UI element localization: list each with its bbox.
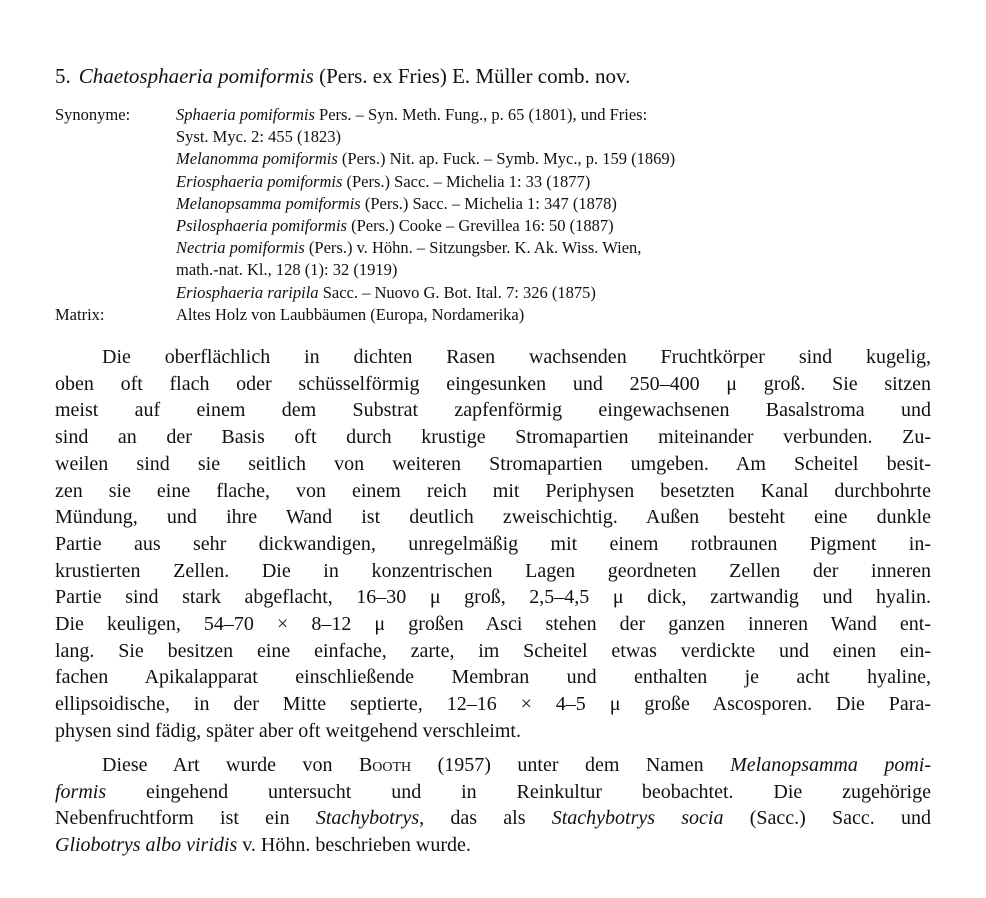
synonym-name: Eriosphaeria pomiformis	[176, 171, 343, 191]
paragraph-line: Die oberflächlich in dichten Rasen wachsenden Fruchtkörper sind kugelig,	[102, 346, 931, 368]
synonym-line	[176, 282, 935, 304]
synonym-row	[55, 104, 935, 304]
matrix-body	[176, 304, 935, 326]
taxon-name: Stachybotrys socia	[551, 807, 724, 830]
species-number: 5.	[55, 64, 71, 88]
synonym-citation: (Pers.) Nit. ap. Fuck. – Symb. Myc., p. 159 (1869)	[337, 149, 676, 169]
synonyms-label: Synonyme:	[55, 105, 131, 124]
synonym-citation: (Pers.) Sacc. – Michelia 1: 347 (1878)	[360, 193, 617, 213]
remarks-paragraph	[55, 752, 931, 859]
text-run: (Sacc.) Sacc. und	[723, 807, 931, 830]
taxon-name: Stachybotrys	[315, 807, 420, 830]
synonym-line	[176, 215, 935, 237]
paragraph-line: oben oft flach oder schüsselförmig eingesunken und 250–400 μ groß. Sie sitzen	[55, 372, 931, 395]
paragraph-line	[55, 832, 931, 859]
paragraph-line: sind an der Basis oft durch krustige Stromapartien miteinander verbunden. Zu-	[55, 426, 931, 449]
synonym-citation: Syst. Myc. 2: 455 (1823)	[176, 127, 341, 147]
matrix-label: Matrix:	[55, 304, 105, 324]
paragraph-line: physen sind fädig, später aber oft weitgehend verschleimt.	[55, 719, 521, 742]
synonym-name: Melanopsamma pomiformis	[176, 193, 361, 213]
synonym-citation: (Pers.) Sacc. – Michelia 1: 33 (1877)	[342, 171, 591, 191]
synonym-citation: Pers. – Syn. Meth. Fung., p. 65 (1801), und Fries:	[314, 105, 648, 124]
paragraph-line: meist auf einem dem Substrat zapfenförmig eingewachsenen Basalstroma und	[55, 399, 931, 422]
text-run: Diese Art wurde von	[102, 754, 359, 776]
synonym-line	[176, 193, 935, 215]
synonym-name: Nectria pomiformis	[176, 238, 305, 258]
paragraph-line: krustierten Zellen. Die in konzentrischen Lagen geordneten Zellen der inneren	[55, 559, 931, 582]
synonym-name: Psilosphaeria pomiformis	[176, 216, 347, 236]
paragraph-line: Die keuligen, 54–70 × 8–12 μ großen Asci stehen der ganzen inneren Wand ent-	[55, 613, 931, 636]
species-authority: (Pers. ex Fries) E. Müller comb. nov.	[319, 64, 631, 88]
synonym-name: Melanomma pomiformis	[176, 149, 338, 169]
text-run: , das als	[419, 807, 552, 830]
text-run: Nebenfruchtform ist ein	[55, 807, 316, 830]
matrix-text: Altes Holz von Laubbäumen (Europa, Nordamerika)	[176, 304, 525, 324]
taxon-name: Melanopsamma pomi-	[730, 754, 931, 776]
synonym-list	[176, 104, 935, 304]
species-heading	[55, 62, 630, 90]
text-run: (1957) unter dem Namen	[411, 754, 731, 776]
synonym-line	[176, 126, 935, 148]
paragraph-line: zen sie eine flache, von einem reich mit Periphysen besetzten Kanal durchbohrte	[55, 479, 931, 502]
paragraph-line: Mündung, und ihre Wand ist deutlich zweischichtig. Außen besteht eine dunkle	[55, 506, 931, 529]
synonym-line	[176, 259, 935, 281]
paragraph-line: ellipsoidische, in der Mitte septierte, 12–16 × 4–5 μ große Ascosporen. Die Para-	[55, 693, 931, 716]
species-name: Chaetosphaeria pomiformis	[78, 64, 314, 88]
synonym-block	[55, 104, 935, 326]
taxon-name: formis	[55, 780, 107, 803]
paragraph-line: lang. Sie besitzen eine einfache, zarte, im Scheitel etwas verdickte und einen ein-	[55, 639, 931, 662]
synonym-line	[176, 237, 935, 259]
paragraph-line: weilen sind sie seitlich von weiteren Stromapartien umgeben. Am Scheitel besit-	[55, 452, 931, 475]
paragraph-line	[55, 805, 931, 832]
description-paragraph	[55, 344, 931, 745]
paragraph-line	[55, 779, 931, 806]
synonym-line	[176, 104, 935, 126]
author-citation: Booth	[358, 754, 412, 776]
paragraph-line: fachen Apikalapparat einschließende Membran und enthalten je acht hyaline,	[55, 666, 931, 689]
paragraph-line: Partie sind stark abgeflacht, 16–30 μ groß, 2,5–4,5 μ dick, zartwandig und hyalin.	[55, 586, 931, 609]
paragraph-line: Partie aus sehr dickwandigen, unregelmäßig mit einem rotbraunen Pigment in-	[55, 532, 931, 555]
matrix-row	[55, 304, 935, 326]
text-run: v. Höhn. beschrieben wurde.	[237, 834, 471, 857]
synonym-citation: Sacc. – Nuovo G. Bot. Ital. 7: 326 (1875)	[318, 282, 596, 302]
synonym-name: Eriosphaeria raripila	[176, 282, 319, 302]
synonym-line	[176, 148, 935, 170]
synonym-citation: math.-nat. Kl., 128 (1): 32 (1919)	[176, 260, 398, 280]
paragraph-line	[55, 752, 931, 779]
text-run: eingehend untersucht und in Reinkultur beobachtet. Die zugehörige	[106, 780, 931, 803]
synonym-name: Sphaeria pomiformis	[176, 105, 315, 124]
synonym-citation: (Pers.) Cooke – Grevillea 16: 50 (1887)	[346, 216, 614, 236]
synonym-line	[176, 171, 935, 193]
taxon-name: Gliobotrys albo viridis	[55, 834, 238, 857]
synonym-citation: (Pers.) v. Höhn. – Sitzungsber. K. Ak. Wiss. Wien,	[304, 238, 642, 258]
